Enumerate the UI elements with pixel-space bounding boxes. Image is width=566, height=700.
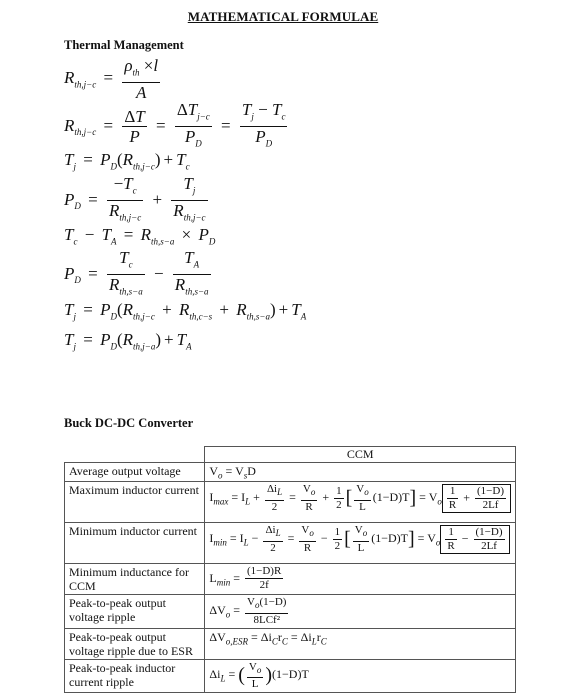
table-row — [65, 564, 516, 595]
eq-tc-ta: $T_c - T_A = R_{th,s-a} \times P_D$ — [64, 225, 216, 247]
eq-rth-jc-resistivity: $R_{th,j-c}$ = $\frac{\rho_{th} \times l}{A}$ — [64, 56, 159, 103]
eq-tj-full: $T_j = P_D(R_{th,j-c} + R_{th,c-s} + R_{th,s-a}) + T_A$ — [64, 300, 307, 322]
row-label: Peak-to-peak output voltage ripple — [65, 595, 205, 628]
formula-inductor-current-ripple: $\Delta i_L$ = ( $\frac{V_o}{L}$ )(1−D)T — [205, 659, 516, 692]
formula-esr-ripple: $\Delta V_{o,ESR} = \Delta i_Cr_C = \Delta i_Lr_C$ — [205, 628, 516, 659]
table-row — [65, 463, 516, 482]
buck-formula-table — [64, 446, 516, 693]
eq-tj-ja: $T_j = P_D(R_{th,j-a}) + T_A$ — [64, 330, 192, 352]
row-label: Average output voltage — [65, 463, 205, 482]
formula-min-inductance: $L_{min}$ = $\frac{(1-D)R}{2f}$ — [205, 564, 516, 595]
formula-max-inductor-current: $I_{max} = I_L$ + $\frac{\Delta i_L}{2}$ = $\frac{V_o}{R}$ + $\frac{1}{2}$ [ $\frac{V_o}{L}$ $(1-D)T] = V_o$ $\frac{1}{R}$ + $\frac{(1-D)}{2Lf}$ — [205, 482, 516, 523]
document-title: MATHEMATICAL FORMULAE — [187, 9, 379, 24]
row-label: Maximum inductor current — [65, 482, 205, 523]
eq-tj-simple: $T_j = P_D(R_{th,j-c}) + T_c$ — [64, 150, 190, 172]
table-row — [65, 595, 516, 628]
row-label: Peak-to-peak output voltage ripple due to ESR — [65, 628, 205, 659]
row-label: Minimum inductor current — [65, 523, 205, 564]
eq-pd-jc: $P_D$ = $\frac{-T_c}{R_{th,j-c}}$ + $\frac{T_j}{R_{th,j-c}}$ — [64, 174, 206, 223]
table-row — [65, 523, 516, 564]
formula-min-inductor-current: $I_{min} = I_L$ − $\frac{\Delta i_L}{2}$ = $\frac{V_o}{R}$ − $\frac{1}{2}$ [ $\frac{V_o}{L}$ $(1-D)T] = V_o$ $\frac{1}{R}$ − $\frac{(1-D)}{2Lf}$ — [205, 523, 516, 564]
formula-output-voltage-ripple: $\Delta V_o$ = $\frac{V_o(1-D)}{\text{8LCf²}}$ — [205, 595, 516, 628]
column-header-ccm: CCM — [205, 447, 516, 463]
table-row — [65, 482, 516, 523]
row-label: Peak-to-peak inductor current ripple — [65, 659, 205, 692]
eq-rth-jc-delta: $R_{th,j-c}$ = $\frac{\Delta T}{P}$ = $\frac{\Delta T_{j-c}}{P_D}$ = $\frac{T_j - T_c}{P_D}$ — [64, 100, 286, 149]
section-thermal-management: Thermal Management — [64, 38, 184, 52]
section-buck-converter: Buck DC-DC Converter — [64, 416, 194, 430]
eq-pd-sa: $P_D$ = $\frac{T_c}{R_{th,s-a}}$ − $\frac{T_A}{R_{th,s-a}}$ — [64, 248, 209, 297]
formula-avg-output-voltage: $V_o = V_sD$ — [205, 463, 516, 482]
table-row — [65, 659, 516, 692]
row-label: Minimum inductance for CCM — [65, 564, 205, 595]
table-row — [65, 628, 516, 659]
